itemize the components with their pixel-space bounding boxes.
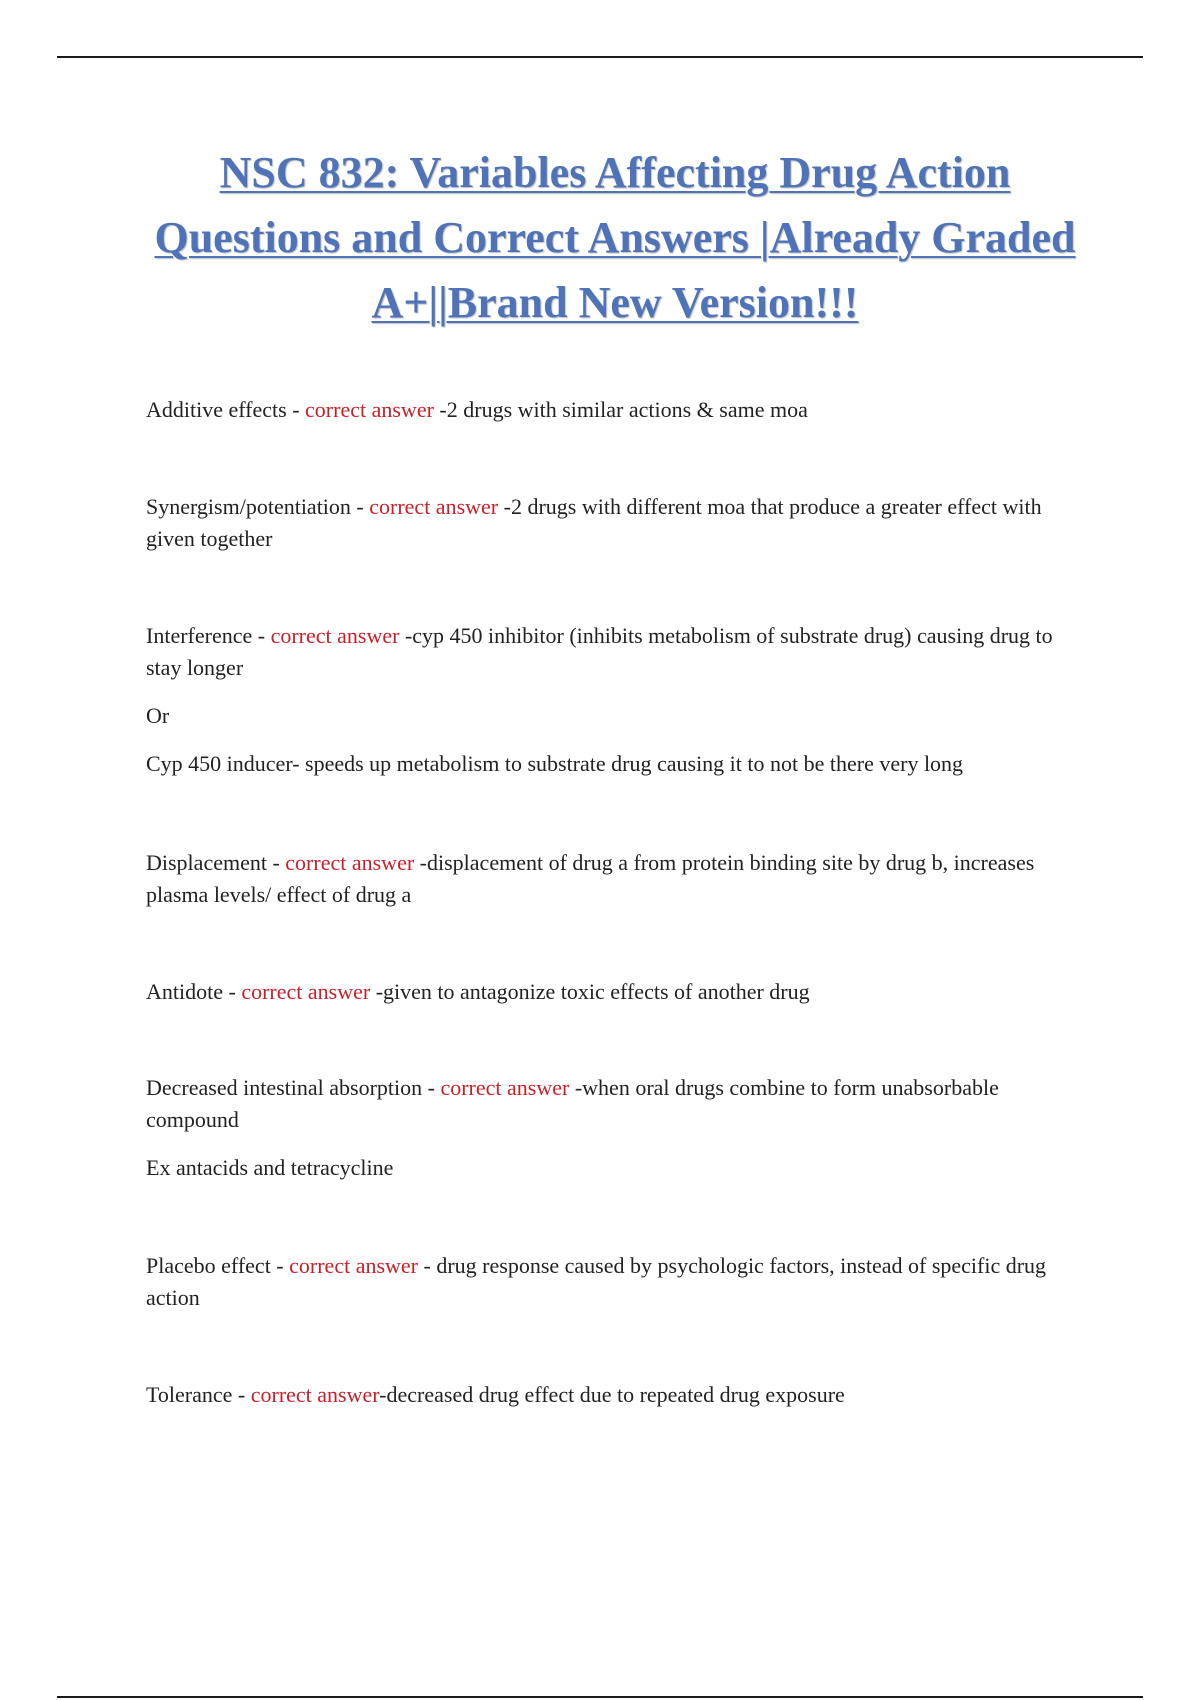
qa-line [146, 491, 1086, 555]
term: Decreased intestinal absorption - [146, 1075, 441, 1100]
qa-line [146, 1072, 1086, 1136]
term: Additive effects - [146, 397, 306, 422]
answer-label: correct answer [241, 979, 371, 1004]
answer-label: correct answer [250, 1382, 380, 1407]
bottom-rule [57, 1696, 1143, 1698]
term: Displacement - [146, 850, 286, 875]
qa-entry [146, 394, 1086, 426]
answer-text: -2 drugs with similar actions & same moa [439, 397, 808, 422]
qa-entry [146, 491, 1086, 555]
answer-text: - drug response caused by psychologic factors, instead of specific drug action [146, 1253, 1047, 1310]
document-title: NSC 832: Variables Affecting Drug Action Questions and Correct Answers |Already Graded A+||Brand New Version!!! [154, 148, 1076, 327]
term: Antidote - [146, 979, 242, 1004]
answer-text: -when oral drugs combine to form unabsorbable compound [146, 1075, 999, 1132]
answer-label: correct answer [289, 1253, 419, 1278]
term: Tolerance - [146, 1382, 251, 1407]
qa-line [146, 394, 1086, 426]
qa-entry [146, 1072, 1086, 1184]
qa-entry [146, 847, 1086, 911]
qa-line [146, 620, 1086, 684]
answer-label: correct answer [270, 623, 400, 648]
extra-line: Or [146, 703, 170, 728]
term: Synergism/potentiation - [146, 494, 370, 519]
qa-line [146, 1379, 1086, 1411]
answer-text: -2 drugs with different moa that produce a greater effect with given together [146, 494, 1042, 551]
qa-entry [146, 1379, 1086, 1411]
qa-entry [146, 620, 1086, 780]
term: Interference - [146, 623, 271, 648]
qa-line [146, 1250, 1086, 1314]
term: Placebo effect - [146, 1253, 290, 1278]
extra-line: Ex antacids and tetracycline [146, 1155, 394, 1180]
answer-text: -cyp 450 inhibitor (inhibits metabolism of substrate drug) causing drug to stay longer [146, 623, 1053, 680]
answer-text: -given to antagonize toxic effects of another drug [375, 979, 810, 1004]
qa-entry [146, 976, 1086, 1008]
answer-label: correct answer [305, 397, 434, 422]
answer-text: -displacement of drug a from protein binding site by drug b, increases plasma levels/ effect of drug a [146, 850, 1035, 907]
answer-label: correct answer [440, 1075, 570, 1100]
qa-entry [146, 1250, 1086, 1314]
answer-label: correct answer [369, 494, 499, 519]
qa-line [146, 847, 1086, 911]
extra-line: Cyp 450 inducer- speeds up metabolism to substrate drug causing it to not be there very long [146, 751, 964, 776]
qa-line [146, 976, 1086, 1008]
answer-text: -decreased drug effect due to repeated drug exposure [379, 1382, 845, 1407]
top-rule [57, 56, 1143, 58]
answer-label: correct answer [285, 850, 415, 875]
